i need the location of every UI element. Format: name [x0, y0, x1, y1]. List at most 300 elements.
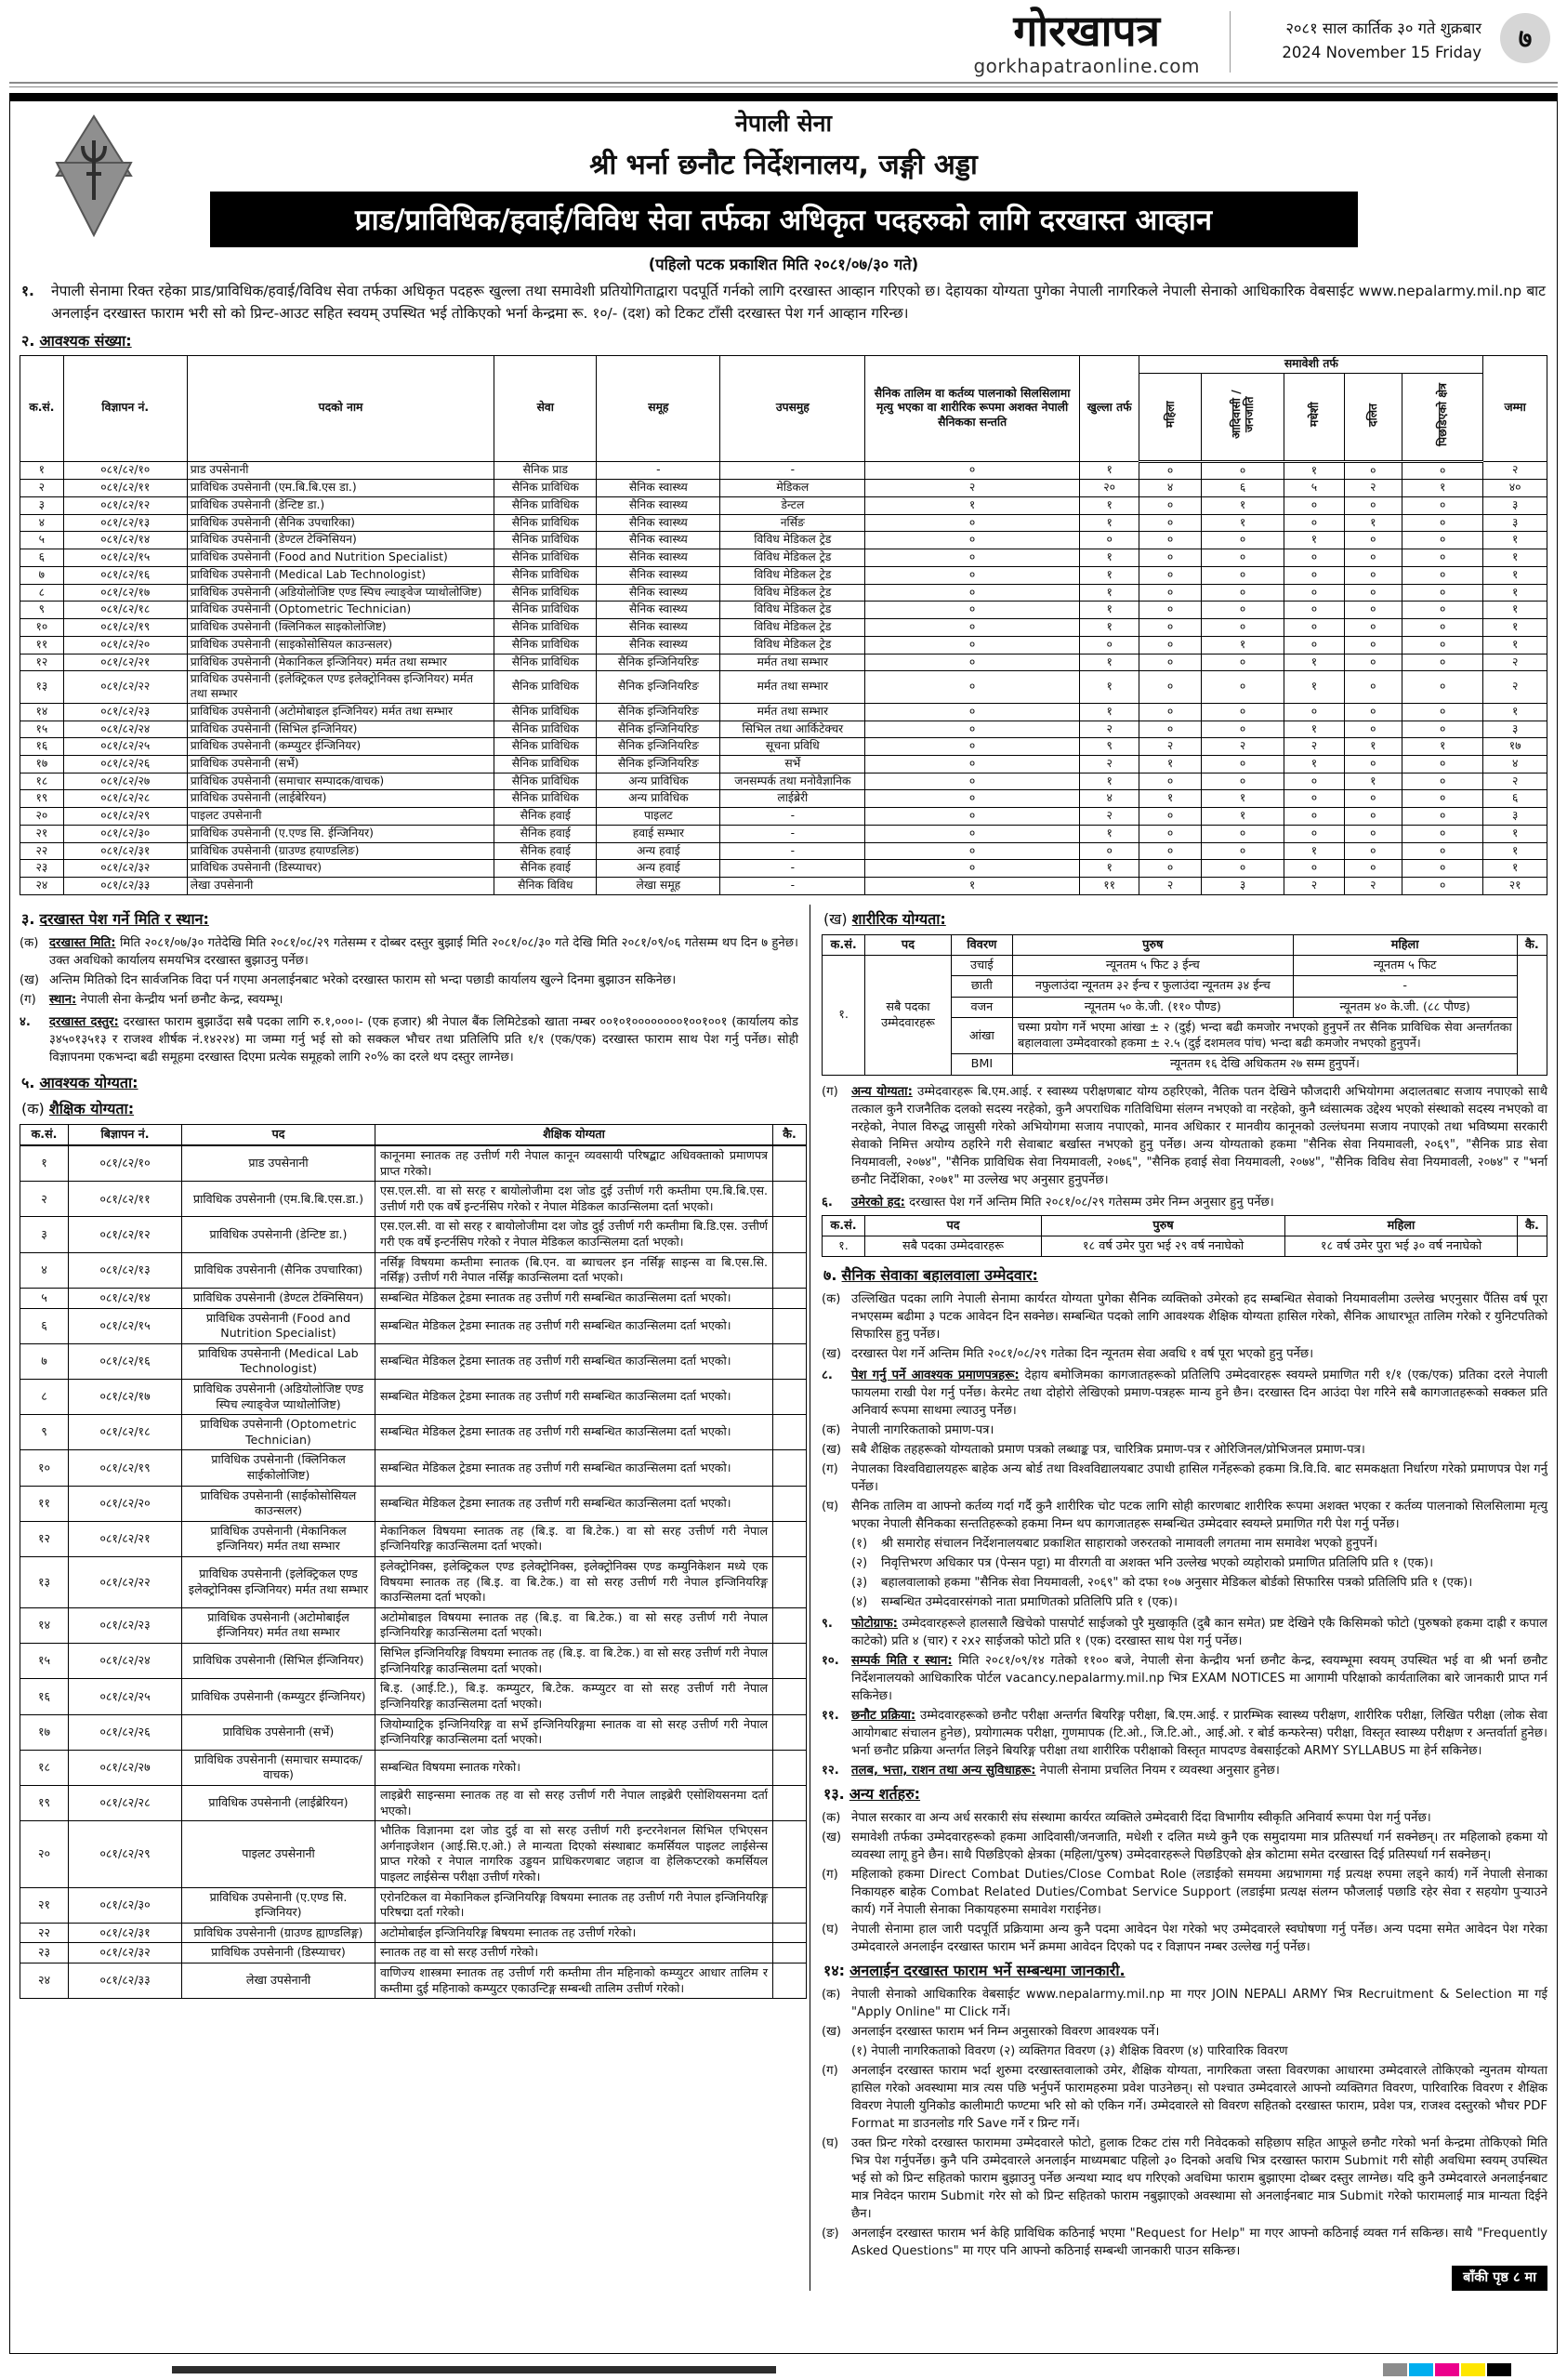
cell-sn: ९ — [20, 602, 64, 619]
education-table-row — [20, 1557, 807, 1608]
physical-title: शारीरिक योग्यता: — [851, 909, 946, 928]
cell-group: सैनिक इन्जिनियरिङ — [597, 671, 720, 703]
cell-women: ४ — [1139, 480, 1202, 497]
section-8-subitems — [851, 1535, 1547, 1611]
item-label: (क) — [822, 1988, 841, 2003]
section-14-heading — [823, 1960, 1546, 1981]
physical-label: (ख) — [823, 909, 848, 928]
cell-post-name: प्राविधिक उपसेनानी (Medical Lab Technologist) — [187, 566, 494, 584]
cell-remark — [773, 1182, 807, 1217]
cell-adivasi: ० — [1201, 549, 1284, 567]
cell-backward: ० — [1402, 496, 1483, 514]
item-label: (क) — [20, 936, 39, 951]
cell-dalit: ० — [1344, 549, 1402, 567]
inclusive-col-label: आदिवासी / जनजाति — [1229, 390, 1257, 440]
vacancy-table-row — [20, 808, 1547, 826]
vacancy-table-row — [20, 480, 1547, 497]
cell-qualification: एस.एल.सी. वा सो सरह र बायोलोजीमा दश जोड दुई उत्तीर्ण गरी कम्तीमा एम.बि.बि.एस. उत्तीर्ण गरी एक वर्षे इन्टर्नसिप गरेको र नेपाल मेडिकल काउन्सिलमा दर्ता भएको। — [375, 1182, 773, 1217]
print-mark-black — [1487, 2363, 1511, 2376]
cell-women: १ — [1139, 790, 1202, 808]
cell-post-name: प्राविधिक उपसेनानी (डेन्टिष्ट डा.) — [187, 496, 494, 514]
vacancy-table-row — [20, 773, 1547, 790]
cell-subgroup: मर्मत तथा सम्भार — [720, 671, 865, 703]
cell-martyr: ० — [865, 790, 1080, 808]
col-sn: क.सं. — [823, 1215, 865, 1236]
list-item — [822, 1921, 1547, 1956]
vacancy-table-row — [20, 461, 1547, 480]
cell-post-name: प्राविधिक उपसेनानी (अडियोलोजिष्ट एण्ड स्पिच ल्याङ्वेज प्याथोलोजिष्ट) — [187, 584, 494, 602]
cell-post-name: प्राविधिक उपसेनानी (डिस्प्याचर) — [187, 860, 494, 878]
list-item — [822, 1498, 1547, 1533]
cell-post-name: प्राविधिक उपसेनानी (मेकानिकल इन्जिनियर) मर्मत तथा सम्भार — [187, 654, 494, 671]
cell-qualification: सम्बन्धित विषयमा स्नातक गरेको। — [375, 1750, 773, 1785]
cell-open: १ — [1079, 860, 1139, 878]
item-text: श्री समारोह संचालन निर्देशनालयबाट प्रकाशित साहाराको जरुरतको नामावली लगतमा नाम समावेश भएको हुनुपर्ने। — [881, 1537, 1378, 1552]
section-9-title: फोटोग्राफ: — [851, 1617, 898, 1632]
cell-service: सैनिक हवाई — [494, 825, 597, 842]
cell-remark — [1518, 1236, 1547, 1257]
section-12-text: नेपाली सेनामा प्रचलित नियम र व्यवस्था अनुसार हुनेछ। — [1039, 1764, 1280, 1778]
cell-post: प्राविधिक उपसेनानी (Optometric Technician) — [182, 1415, 375, 1450]
cell-remark — [773, 1750, 807, 1785]
cell-sn: १६ — [20, 1679, 69, 1714]
cell-dalit: ० — [1344, 566, 1402, 584]
education-table-row — [20, 1415, 807, 1450]
cell-qualification: अटोमोबाइल विषयमा स्नातक तह (बि.इ. वा बि.टेक.) वा सो सरह उत्तीर्ण गरी नेपाल इन्जिनियरिङ्ग काउन्सिलमा दर्ता भएको। — [375, 1607, 773, 1643]
cell-qualification: सम्बन्धित मेडिकल ट्रेडमा स्नातक तह उत्तीर्ण गरी सम्बन्धित काउन्सिलमा दर्ता भएको। — [375, 1486, 773, 1521]
cell-madhesi: १ — [1284, 671, 1344, 703]
cell-qualification: अटोमोबाईल इन्जिनियरिङ्ग बिषयमा स्नातक तह उत्तीर्ण गरेको। — [375, 1923, 773, 1943]
cell-post-name: प्राविधिक उपसेनानी (लाईबेरियन) — [187, 790, 494, 808]
cell-sn: १ — [20, 461, 64, 480]
cell-women: ० — [1139, 671, 1202, 703]
list-item — [822, 1290, 1547, 1343]
section-6-text: दरखास्त पेश गर्ने अन्तिम मिति २०८१/०८/२९ गतेसम्म उमेर निम्न अनुसार हुनु पर्नेछ। — [909, 1195, 1274, 1210]
cell-open: १ — [1079, 602, 1139, 619]
cell-service: सैनिक प्राविधिक — [494, 654, 597, 671]
cell-sn: २० — [20, 1821, 69, 1887]
cell-women: ० — [1139, 532, 1202, 549]
cell-sn: १. — [823, 956, 865, 1076]
cell-backward: ० — [1402, 636, 1483, 654]
cell-women: ० — [1139, 496, 1202, 514]
cell-total: ६ — [1483, 790, 1547, 808]
education-table-row — [20, 1521, 807, 1556]
section-4 — [20, 1013, 798, 1066]
cell-sn: २१ — [20, 825, 64, 842]
cell-total: १ — [1483, 566, 1547, 584]
cell-women: ० — [1139, 842, 1202, 860]
section-14-number: १४: — [823, 1962, 846, 1980]
cell-adivasi: ० — [1201, 755, 1284, 773]
cell-dalit: ० — [1344, 790, 1402, 808]
cell-service: सैनिक प्राविधिक — [494, 532, 597, 549]
cell-madhesi: २ — [1284, 878, 1344, 895]
other-qual-title: अन्य योग्यता: — [851, 1084, 913, 1099]
cell-adivasi: ० — [1201, 461, 1284, 480]
cell-advert-no: ०८१/८२/१५ — [63, 549, 187, 567]
cell-dalit: १ — [1344, 514, 1402, 532]
cell-backward: ० — [1402, 671, 1483, 703]
education-table-row — [20, 1750, 807, 1785]
item-text: उल्लिखित पदका लागि नेपाली सेनामा कार्यरत योग्यता पुगेका सैनिक व्यक्तिको उमेरको हद सम्बन्धित सेवाको नियमावलीमा उल्लेख भएनुसार पैंतिस वर्ष पूरा नभएसम्म बढीमा ३ पटक आवेदन दिन सक्नेछ। सम्बन्धित पदको लागि आवश्यक शैक्षिक योग्यता हासिल गरेको, सैनिक आधारभूत तालिम गरेको र युनिटपतिको सिफारिस हुनु पर्नेछ। — [851, 1292, 1547, 1342]
list-item — [822, 1986, 1547, 2021]
item-text: नेपाल सरकार वा अन्य अर्ध सरकारी संघ संस्थामा कार्यरत व्यक्तिले उम्मेदवारी दिंदा विभागीय स्वीकृति अनिवार्य रूपमा पेश गर्नु पर्नेछ। — [851, 1811, 1431, 1826]
cell-advert-no: ०८१/८२/२३ — [69, 1607, 182, 1643]
cell-adivasi: ० — [1201, 566, 1284, 584]
section-4-text: दरखास्त फाराम बुझाउँदा सबै पदका लागि रु.१,०००।- (एक हजार) श्री नेपाल बैंक लिमिटेडको खाता नम्बर ००१०१००००००००१००१००१ (कार्यालय कोड ३४५०१३५१३ र राजश्व शीर्षक नं.१४२२४) मा जम्मा गर्नु भई सो को सक्कल भौचर तथा प्रतिलिपि प्रति १/१ (एक/एक) दरखास्त फाराम साथ पेश गर्नु पर्नेछ। सोही विज्ञापनमा एकभन्दा बढी समूहमा दरखास्त दिएमा प्रत्येक समूहको लागि २०% का दरले थप दस्तुर लाग्नेछ। — [49, 1014, 798, 1064]
education-table-row — [20, 1785, 807, 1820]
cell-women: ० — [1139, 602, 1202, 619]
col-female: महिला — [1285, 1215, 1518, 1236]
cell-post-name: प्राविधिक उपसेनानी (इलेक्ट्रिकल एण्ड इलेक्ट्रोनिक्स इन्जिनियर) मर्मत तथा सम्भार — [187, 671, 494, 703]
vacancy-table-row — [20, 549, 1547, 567]
col-open: खुल्ला तर्फ — [1079, 356, 1139, 461]
cell-martyr: ० — [865, 461, 1080, 480]
cell-open: १ — [1079, 461, 1139, 480]
cell-martyr: ० — [865, 636, 1080, 654]
item-text: अनलाईन दरखास्त फाराम भर्न निम्न अनुसारको विवरण आवश्यक पर्ने। — [851, 2025, 1160, 2040]
section-12-title: तलब, भत्ता, राशन तथा अन्य सुविधाहरू: — [851, 1764, 1036, 1778]
masthead-rule-2 — [9, 86, 1558, 88]
item-label: (ख) — [822, 1347, 842, 1362]
cell-post-name: प्राविधिक उपसेनानी (डेण्टल टेक्निसियन) — [187, 532, 494, 549]
cell-total: १ — [1483, 825, 1547, 842]
cell-advert-no: ०८१/८२/१२ — [63, 496, 187, 514]
cell-martyr: ० — [865, 842, 1080, 860]
army-star-logo-icon — [49, 114, 138, 241]
cell-madhesi: ० — [1284, 790, 1344, 808]
cell-advert-no: ०८१/८२/२१ — [63, 654, 187, 671]
cell-dalit: ० — [1344, 842, 1402, 860]
education-table — [20, 1124, 807, 1999]
cell-advert-no: ०८१/८२/३२ — [63, 860, 187, 878]
cell-martyr: ० — [865, 860, 1080, 878]
education-col-header: क.सं. — [20, 1125, 69, 1145]
cell-madhesi: ० — [1284, 602, 1344, 619]
cell-advert-no: ०८१/८२/१६ — [69, 1343, 182, 1379]
inclusive-col-label: मधेशी — [1307, 402, 1321, 427]
item-label: (१) — [851, 1537, 868, 1552]
cell-backward: ० — [1402, 860, 1483, 878]
cell-qualification: सम्बन्धित मेडिकल ट्रेडमा स्नातक तह उत्तीर्ण गरी सम्बन्धित काउन्सिलमा दर्ता भएको। — [375, 1450, 773, 1486]
cell-total: १७ — [1483, 738, 1547, 756]
cell-service: सैनिक प्राविधिक — [494, 738, 597, 756]
education-table-row — [20, 1182, 807, 1217]
cell-qualification: नर्सिङ्ग विषयमा कम्तीमा स्नातक (बि.एन. वा ब्याचलर इन नर्सिङ्ग साइन्स वा बि.एस.सि. नर्सिङ्ग) उत्तीर्ण गरी नेपाल नर्सिङ्ग काउन्सिलमा दर्ता भएको। — [375, 1252, 773, 1288]
cell-adivasi: ० — [1201, 532, 1284, 549]
section-6-body — [851, 1194, 1274, 1211]
vacancy-table-row — [20, 636, 1547, 654]
org-title: नेपाली सेना — [735, 110, 832, 137]
cell-madhesi: १ — [1284, 532, 1344, 549]
cell-subgroup: सूचना प्रविधि — [720, 738, 865, 756]
item-text: बहालवालाको हकमा "सैनिक सेवा नियमावली, २०६९" को दफा १०७ अनुसार मेडिकल बोर्डको सिफारिस पत्रको प्रतिलिपि प्रति १ (एक)। — [881, 1576, 1473, 1591]
col-remark: कै. — [1518, 1215, 1547, 1236]
cell-sn: १९ — [20, 790, 64, 808]
cell-post: प्राड उपसेनानी — [182, 1145, 375, 1182]
cell-backward: ० — [1402, 584, 1483, 602]
cell-post-name: प्राविधिक उपसेनानी (सिभिल इन्जिनियर) — [187, 721, 494, 738]
print-bar — [172, 2366, 776, 2373]
cell-post: प्राविधिक उपसेनानी (सिभिल ईन्जिनियर) — [182, 1644, 375, 1679]
cell-madhesi: ० — [1284, 808, 1344, 826]
cell-group: सैनिक इन्जिनियरिङ — [597, 703, 720, 721]
cell-madhesi: १ — [1284, 461, 1344, 480]
cell-sn: १३ — [20, 1557, 69, 1608]
item-text: समावेशी तर्फका उम्मेदवारहरूको हकमा आदिवासी/जनजाति, मधेशी र दलित मध्ये कुनै एक समुदायमा मात्र प्रतिस्पर्धा गर्न सक्नेछन्। तर महिलाको हकमा यो व्यवस्था लागू हुने छैन। साथै पिछडिएको क्षेत्रका (महिला/पुरुष) उम्मेदवारहरूले पिछडिएको क्षेत्र कोटामा समेत दरखास्त दिई प्रतिस्पर्धा गर्न सक्नेछन्। — [851, 1831, 1547, 1863]
cell-sn: १२ — [20, 654, 64, 671]
cell-dalit: ० — [1344, 496, 1402, 514]
section-12 — [822, 1762, 1547, 1779]
cell-open: १ — [1079, 619, 1139, 637]
cell-adivasi: ० — [1201, 703, 1284, 721]
section-10-body — [851, 1652, 1547, 1705]
item-body — [49, 991, 283, 1009]
cell-sn: २३ — [20, 860, 64, 878]
cell-group: सैनिक इन्जिनियरिङ — [597, 721, 720, 738]
vacancy-table-row — [20, 721, 1547, 738]
other-qual-body — [851, 1083, 1547, 1189]
item-text: निवृत्तिभरण अधिकार पत्र (पेन्सन पट्टा) मा वीरगती वा अशक्त भनि उल्लेख भएको व्यहोराको प्रमाणित प्रतिलिपि प्रति १ (एक)। — [881, 1556, 1434, 1571]
item-label: (ग) — [822, 1462, 838, 1477]
cell-martyr: ० — [865, 549, 1080, 567]
cell-adivasi: १ — [1201, 514, 1284, 532]
item-body — [49, 934, 798, 970]
cell-madhesi: ० — [1284, 773, 1344, 790]
cell-remark — [773, 1379, 807, 1414]
section-8-text: देहाय बमोजिमका कागजातहरूको प्रतिलिपि उम्मेदवारहरू स्वयम्ले प्रमाणित गरी १/१ (एक/एक) प्रतिका दरले नेपाली फायलमा राखी पेश गर्नु पर्नेछ। केरमेट तथा दोहोरो लेखिएको प्रमाण-पत्रहरू मान्य हुने छैन। दरखास्त दिन आउंदा पेश गरिने सबै कागजातहरूको सक्कल प्रति अनिवार्य रूपमा साथमा ल्याउनु पर्नेछ। — [851, 1368, 1548, 1419]
cell-dalit: २ — [1344, 878, 1402, 895]
cell-post: प्राविधिक उपसेनानी (सर्भे) — [182, 1714, 375, 1750]
vacancy-table-header — [20, 356, 1547, 461]
col-inclusive-group: समावेशी तर्फ — [1139, 356, 1483, 374]
cell-service: सैनिक प्राविधिक — [494, 480, 597, 497]
cell-advert-no: ०८१/८२/३३ — [69, 1964, 182, 1999]
section-3-items — [20, 934, 798, 1010]
cell-sn: १८ — [20, 1750, 69, 1785]
cell-service: सैनिक प्राविधिक — [494, 619, 597, 637]
cell-subgroup: विविध मेडिकल ट्रेड — [720, 566, 865, 584]
col-post-name: पदको नाम — [187, 356, 494, 461]
cell-madhesi: २ — [1284, 738, 1344, 756]
cell-women: ० — [1139, 808, 1202, 826]
cell-women: ० — [1139, 461, 1202, 480]
cell-martyr: ० — [865, 514, 1080, 532]
list-item-wrap — [822, 2062, 1547, 2133]
section-7-heading — [823, 1264, 1546, 1286]
cell-backward: ० — [1402, 825, 1483, 842]
cell-qualification: जियोम्याट्रिक इन्जिनियरिङ्ग वा सर्भे इन्जिनियरिङ्गमा स्नातक वा सो सरह उत्तीर्ण गरी नेपाल इन्जिनियरिङ्ग काउन्सिलमा दर्ता भएको। — [375, 1714, 773, 1750]
education-table-row — [20, 1714, 807, 1750]
education-table-row — [20, 1379, 807, 1414]
cell-subgroup: नर्सिङ — [720, 514, 865, 532]
list-item — [822, 2135, 1547, 2223]
col-remark: कै. — [1517, 934, 1547, 955]
cell-adivasi: ३ — [1201, 878, 1284, 895]
cell-qualification: वाणिज्य शास्त्रमा स्नातक तह उत्तीर्ण गरी कम्तीमा तीन महिनाको कम्प्युटर आधार तालिम र कम्तीमा दुई महिनाको कम्प्युटर एकाउन्टिङ्ग सम्बन्धी तालिम उत्तीर्ण गरेको। — [375, 1964, 773, 1999]
cell-advert-no: ०८१/८२/१७ — [63, 584, 187, 602]
masthead-brand: गोरखापत्र — [1013, 6, 1161, 56]
physical-table — [822, 934, 1547, 1076]
cell-martyr: १ — [865, 496, 1080, 514]
cell-martyr: ० — [865, 671, 1080, 703]
item-text: सैनिक तालिम वा आफ्नो कर्तव्य गर्दा गर्दै कुनै शारीरिक चोट पटक लागि सोही कारणबाट शारीरिक रूपमा अशक्त भएका र कर्तव्य पालनाको सिलसिलामा मृत्यु भएका नेपाली सैनिकका सन्ततिहरूको हकमा निम्न थप कागजातहरू सम्बन्धित उम्मेदवार स्वयम्ले प्रमाणित गरी पेश गर्नु पर्नेछ। — [851, 1500, 1547, 1532]
cell-service: सैनिक प्राविधिक — [494, 636, 597, 654]
cell-qualification: सिभिल इन्जिनियरिङ्ग विषयमा स्नातक तह (बि.इ. वा बि.टेक.) वा सो सरह उत्तीर्ण गरी नेपाल इन्जिनियरिङ्ग काउन्सिलमा दर्ता भएको। — [375, 1644, 773, 1679]
section-8-title: पेश गर्नु पर्ने आवश्यक प्रमाणपत्रहरू: — [851, 1368, 1020, 1383]
cell-advert-no: ०८१/८२/३२ — [69, 1943, 182, 1964]
cell-open: १ — [1079, 496, 1139, 514]
cell-group: सैनिक स्वास्थ्य — [597, 514, 720, 532]
cell-backward: ० — [1402, 773, 1483, 790]
cell-women: ० — [1139, 703, 1202, 721]
cell-service: सैनिक प्राविधिक — [494, 703, 597, 721]
cell-service: सैनिक प्राविधिक — [494, 584, 597, 602]
cell-group: अन्य प्राविधिक — [597, 790, 720, 808]
vacancy-table-row — [20, 619, 1547, 637]
cell-qualification: सम्बन्धित मेडिकल ट्रेडमा स्नातक तह उत्तीर्ण गरी सम्बन्धित काउन्सिलमा दर्ता भएको। — [375, 1415, 773, 1450]
cell-martyr: ० — [865, 825, 1080, 842]
cell-subgroup: मर्मत तथा सम्भार — [720, 703, 865, 721]
cell-remark — [773, 1521, 807, 1556]
cell-subgroup: - — [720, 461, 865, 480]
cell-group: हवाई सम्भार — [597, 825, 720, 842]
cell-qualification: कानूनमा स्नातक तह उत्तीर्ण गरी नेपाल कानून व्यवसायी परिषद्बाट अधिवक्ताको प्रमाणपत्र प्राप्त गरेको। — [375, 1145, 773, 1182]
print-mark-gray — [1383, 2363, 1407, 2376]
vacancy-table-row — [20, 860, 1547, 878]
item-label: (ख) — [822, 1831, 842, 1845]
cell-adivasi: ० — [1201, 654, 1284, 671]
body-columns — [20, 905, 1547, 2291]
cell-sn: १६ — [20, 738, 64, 756]
cell-madhesi: १ — [1284, 654, 1344, 671]
cell-open: ११ — [1079, 878, 1139, 895]
intro-paragraph — [21, 280, 1546, 324]
section-13-heading — [823, 1783, 1546, 1805]
cell-post: प्राविधिक उपसेनानी (कम्प्युटर ईन्जिनियर) — [182, 1679, 375, 1714]
cell-group: सैनिक स्वास्थ्य — [597, 602, 720, 619]
advert-banner-title: प्राड/प्राविधिक/हवाई/विविध सेवा तर्फका अधिकृत पदहरुको लागि दरखास्त आव्हान — [210, 192, 1358, 247]
cell-women: २ — [1139, 878, 1202, 895]
education-table-row — [20, 1288, 807, 1308]
vacancy-table-row — [20, 878, 1547, 895]
cell-group: सैनिक स्वास्थ्य — [597, 549, 720, 567]
cell-remark — [773, 1217, 807, 1252]
col-inclusive-sub — [1284, 373, 1344, 461]
education-col-header: शैक्षिक योग्यता — [375, 1125, 773, 1145]
cell-qualification: सम्बन्धित मेडिकल ट्रेडमा स्नातक तह उत्तीर्ण गरी सम्बन्धित काउन्सिलमा दर्ता भएको। — [375, 1343, 773, 1379]
cell-backward: ० — [1402, 721, 1483, 738]
cell-post-name: प्राविधिक उपसेनानी (समाचार सम्पादक/वाचक) — [187, 773, 494, 790]
cell-subgroup: - — [720, 825, 865, 842]
item-text: नेपाली सेनाको आधिकारिक वेबसाईट www.nepalarmy.mil.np मा गएर JOIN NEPALI ARMY भित्र Recruitment & Selection मा गई "Apply Online" मा Click गर्ने। — [851, 1988, 1547, 2020]
cell-group: सैनिक इन्जिनियरिङ — [597, 755, 720, 773]
section-12-number: १२. — [822, 1764, 839, 1778]
cell-sn: २४ — [20, 878, 64, 895]
list-item — [822, 2225, 1547, 2260]
cell-advert-no: ०८१/८२/१६ — [63, 566, 187, 584]
cell-remark — [773, 1486, 807, 1521]
education-table-row — [20, 1943, 807, 1964]
cell-service: सैनिक प्राविधिक — [494, 755, 597, 773]
cell-adivasi: ० — [1201, 721, 1284, 738]
cell-advert-no: ०८१/८२/१४ — [63, 532, 187, 549]
list-item — [822, 1866, 1547, 1919]
education-table-row — [20, 1343, 807, 1379]
cell-backward: ० — [1402, 514, 1483, 532]
section-11-text: उम्मेदवारहरूको छनौट परीक्षा अन्तर्गत बियरिङ्ग परीक्षा, बि.एम.आई. र प्रारम्भिक स्वास्थ्य परीक्षण, शारीरिक परीक्षा, लिखित परीक्षा (लोक सेवा आयोगबाट संचालन हुनेछ), प्रयोगात्मक परीक्षा, गुणमापक (टि.ओ., जि.टि.ओ., आई.ओ. र बोर्ड कन्फरेन्स) परीक्षा, विस्तृत स्वास्थ्य परीक्षण र अन्तर्वार्ता हुनेछ। भर्ना छनौट प्रक्रिया अन्तर्गत लिइने बियरिङ्ग परीक्षा तथा शारीरिक परीक्षाको विस्तृत मापदण्ड वेबसाईटको ARMY SYLLABUS मा हेर्न सकिनेछ। — [851, 1709, 1547, 1759]
cell-advert-no: ०८१/८२/२९ — [69, 1821, 182, 1887]
cell-sn: ३ — [20, 1217, 69, 1252]
section-8-number: ८. — [822, 1368, 833, 1383]
cell-total: ३ — [1483, 808, 1547, 826]
print-mark-yellow — [1461, 2363, 1485, 2376]
cell-madhesi: १ — [1284, 755, 1344, 773]
cell-dalit: ० — [1344, 755, 1402, 773]
education-table-row — [20, 1887, 807, 1923]
vacancy-table-row — [20, 514, 1547, 532]
cell-post: लेखा उपसेनानी — [182, 1964, 375, 1999]
cell-adivasi: ० — [1201, 842, 1284, 860]
cell-advert-no: ०८१/८२/११ — [69, 1182, 182, 1217]
cell-service: सैनिक प्राड — [494, 461, 597, 480]
cell-madhesi: ० — [1284, 636, 1344, 654]
cell-sn: २ — [20, 480, 64, 497]
cell-open: ९ — [1079, 738, 1139, 756]
item-text: उक्त प्रिन्ट गरेको दरखास्त फाराममा उम्मेदवारले फोटो, हुलाक टिकट टांस गरी निवेदकको सहिछाप सहित आफूले छनौट गरेको भर्ना केन्द्रमा तोकिएको मिति भित्र पेश गर्नुपर्नेछ। कुनै पनि उम्मेदवारले अनलाईन माध्यमबाट पहिलो ३० दिनको अवधि भित्र दरखास्त फाराम Submit गरी सोही अवधिमा स्वयम् उपस्थित भई सो को प्रिन्ट सहितको फाराम बुझाउनु पर्नेछ अन्यथा म्याद थप गरिएको अवधिमा फाराम बुझाएमा दोब्बर दस्तुर लाग्नेछ। यदि कुनै उम्मेदवारले अनलाईनबाट मात्र निवेदन फाराम Submit गरेर सो को प्रिन्ट सहितको फाराम नबुझाएको अवस्थामा सो अनलाईनबाट मात्र Submit गरेको फारामलाई मात्र मान्यता दिईने छैन। — [851, 2136, 1547, 2222]
cell-backward: ० — [1402, 602, 1483, 619]
cell-open: १ — [1079, 654, 1139, 671]
list-item-wrap — [822, 2225, 1547, 2260]
cell-service: सैनिक हवाई — [494, 842, 597, 860]
cell-open: १ — [1079, 773, 1139, 790]
cell-female: १८ वर्ष उमेर पुरा भई ३० वर्ष ननाघेको — [1285, 1236, 1518, 1257]
cell-adivasi: १ — [1201, 496, 1284, 514]
list-item — [822, 1441, 1547, 1459]
cell-martyr: ० — [865, 654, 1080, 671]
cell-subgroup: विविध मेडिकल ट्रेड — [720, 532, 865, 549]
cell-open: ४ — [1079, 790, 1139, 808]
list-item — [822, 1829, 1547, 1864]
section-12-body — [851, 1762, 1280, 1779]
vacancy-table-row — [20, 654, 1547, 671]
section-7-title: सैनिक सेवाका बहालवाला उम्मेदवार: — [841, 1266, 1038, 1285]
cell-women: ० — [1139, 721, 1202, 738]
cell-remark — [773, 1964, 807, 1999]
age-table-header — [823, 1215, 1547, 1236]
cell-post-name: प्राविधिक उपसेनानी (सर्भे) — [187, 755, 494, 773]
cell-advert-no: ०८१/८२/१२ — [69, 1217, 182, 1252]
cell-advert-no: ०८१/८२/२८ — [69, 1785, 182, 1820]
cell-advert-no: ०८१/८२/२१ — [69, 1521, 182, 1556]
cell-dalit: ० — [1344, 584, 1402, 602]
cell-advert-no: ०८१/८२/१० — [69, 1145, 182, 1182]
cell-total: १ — [1483, 860, 1547, 878]
cell-advert-no: ०८१/८२/२५ — [63, 738, 187, 756]
cell-subgroup: विविध मेडिकल ट्रेड — [720, 584, 865, 602]
print-mark-cyan — [1409, 2363, 1433, 2376]
cell-subgroup: - — [720, 860, 865, 878]
cell-martyr: ० — [865, 755, 1080, 773]
cell-advert-no: ०८१/८२/१८ — [69, 1415, 182, 1450]
cell-open: १ — [1079, 703, 1139, 721]
col-post: पद — [865, 934, 951, 955]
col-martyr-children: सैनिक तालिम वा कर्तव्य पालनाको सिलसिलामा मृत्यु भएका वा शारीरिक रूपमा अशक्त नेपाली सैनिकका सन्तति — [865, 356, 1080, 461]
cell-advert-no: ०८१/८२/१५ — [69, 1308, 182, 1343]
section-9 — [822, 1615, 1547, 1650]
cell-adivasi: २ — [1201, 738, 1284, 756]
